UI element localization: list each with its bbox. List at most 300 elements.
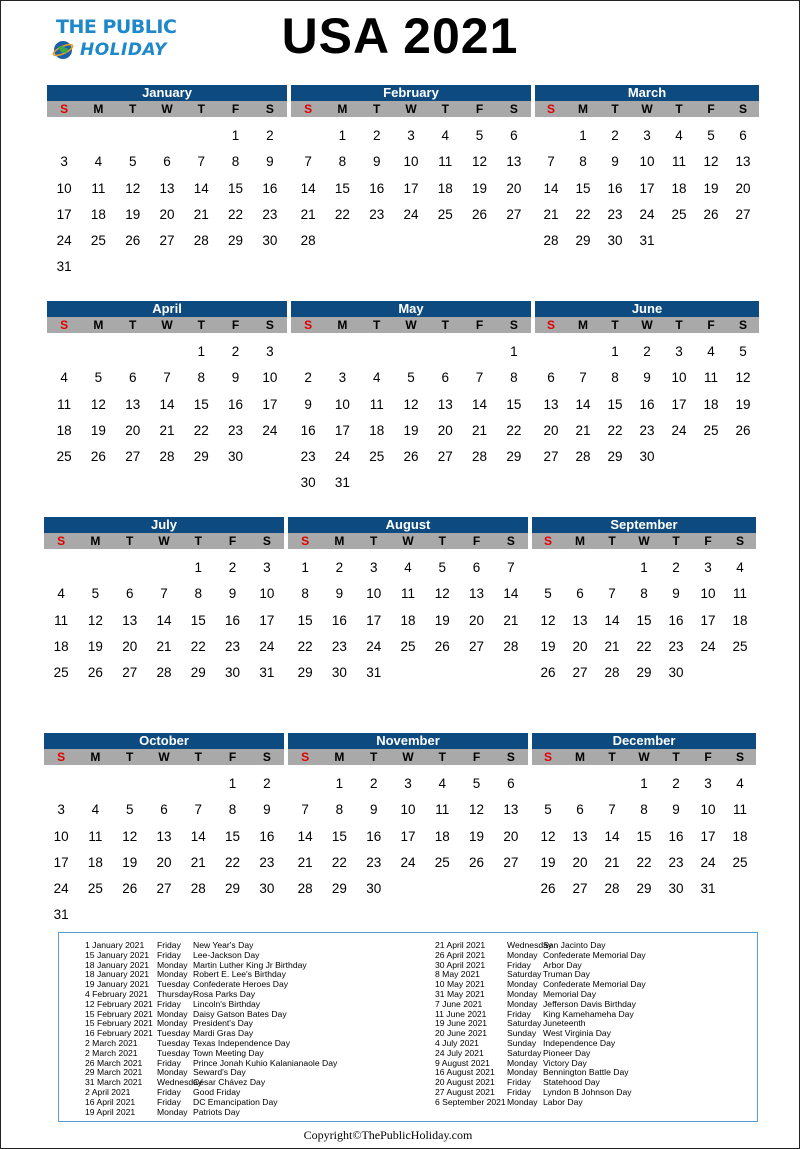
holiday-weekday: Monday: [507, 1057, 538, 1068]
day-cell: 17: [259, 612, 275, 628]
weekday-label: M: [90, 750, 101, 764]
day-cell: 30: [366, 881, 382, 897]
weekday-label: F: [475, 318, 484, 332]
day-cell: 15: [331, 828, 347, 844]
day-cell: 20: [156, 854, 172, 870]
day-cell: 22: [575, 206, 591, 222]
day-cell: 21: [472, 422, 488, 438]
month-january: [47, 85, 287, 281]
day-cell: 29: [506, 449, 522, 465]
weekday-label: M: [575, 534, 585, 548]
weekday-label: T: [441, 318, 449, 332]
day-cell: 9: [335, 586, 344, 602]
day-cell: 10: [262, 370, 278, 386]
weekday-label: S: [265, 318, 274, 332]
day-cell: 26: [469, 854, 485, 870]
day-cell: 10: [639, 154, 655, 170]
month-title: April: [47, 301, 287, 317]
day-cell: 5: [707, 128, 715, 143]
day-cell: 20: [437, 422, 453, 438]
day-cell: 12: [472, 154, 488, 170]
weekday-label: F: [707, 318, 715, 332]
day-cell: 16: [668, 828, 684, 844]
weekday-label: T: [126, 750, 134, 764]
day-grid: [532, 771, 756, 902]
day-cell: 6: [547, 370, 555, 386]
day-cell: 11: [435, 802, 450, 818]
day-cell: 11: [400, 586, 415, 602]
day-cell: 14: [193, 180, 209, 196]
weekday-label: M: [93, 102, 104, 116]
holiday-name: Victory Day: [543, 1057, 587, 1068]
day-cell: 7: [608, 802, 616, 818]
day-cell: 14: [159, 396, 175, 412]
day-cell: 11: [88, 828, 103, 844]
day-cell: 5: [125, 802, 134, 818]
day-cell: 18: [369, 422, 385, 438]
day-cell: 27: [159, 233, 175, 249]
weekday-label: T: [608, 534, 616, 548]
weekday-label: T: [197, 318, 205, 332]
holiday-name: Independence Day: [543, 1037, 616, 1048]
day-cell: 12: [125, 180, 141, 196]
day-cell: 15: [636, 828, 652, 844]
day-cell: 15: [297, 612, 313, 628]
weekday-label: S: [60, 102, 69, 116]
weekday-label: T: [672, 750, 680, 764]
day-cell: 2: [372, 128, 381, 143]
day-cell: 27: [503, 854, 519, 870]
day-cell: 26: [735, 422, 751, 438]
day-cell: 4: [91, 802, 100, 818]
weekday-label: T: [611, 102, 619, 116]
day-cell: 19: [703, 180, 719, 196]
weekday-label: T: [373, 102, 381, 116]
day-cell: 23: [300, 449, 316, 465]
holiday-date: 21 April 2021: [435, 940, 486, 950]
weekday-label: W: [405, 102, 417, 116]
day-cell: 13: [503, 802, 519, 818]
empty-cell: [567, 339, 599, 365]
weekday-label: M: [575, 750, 585, 764]
empty-cell: [147, 771, 181, 797]
day-cell: 2: [263, 776, 271, 791]
day-cell: 16: [369, 180, 385, 196]
holiday-name: King Kamehameha Day: [543, 1008, 634, 1019]
day-cell: 21: [503, 612, 519, 628]
day-grid: [291, 339, 531, 497]
day-cell: 25: [400, 638, 416, 654]
empty-cell: [462, 339, 496, 365]
day-cell: 16: [639, 396, 655, 412]
day-cell: 15: [575, 180, 591, 196]
holiday-date: 30 April 2021: [435, 959, 486, 970]
day-cell: 22: [193, 422, 209, 438]
day-cell: 4: [404, 560, 412, 575]
day-cell: 12: [434, 586, 450, 602]
day-cell: 27: [735, 206, 751, 222]
day-cell: 26: [87, 665, 103, 681]
holiday-weekday: Monday: [157, 1008, 188, 1019]
weekday-label: T: [675, 102, 683, 116]
holiday-list-left: [85, 941, 337, 1117]
weekday-label: T: [194, 534, 202, 548]
empty-cell: [325, 339, 359, 365]
day-cell: 31: [56, 259, 72, 275]
day-cell: 18: [732, 828, 748, 844]
day-cell: 21: [193, 206, 209, 222]
day-cell: 21: [297, 854, 313, 870]
day-cell: 11: [54, 612, 69, 628]
month-title: August: [288, 517, 528, 533]
day-cell: 30: [300, 475, 316, 491]
day-cell: 31: [259, 665, 275, 681]
day-cell: 8: [338, 154, 347, 170]
day-cell: 2: [231, 344, 240, 359]
weekday-label: S: [735, 750, 744, 764]
holiday-name: César Chávez Day: [193, 1077, 266, 1088]
logo-text-top: THE PUBLIC: [56, 16, 177, 38]
holiday-date: 11 June 2021: [435, 1008, 487, 1019]
weekday-label: F: [231, 318, 240, 332]
day-grid: [44, 771, 284, 929]
weekday-label: T: [675, 318, 683, 332]
holiday-date: 8 May 2021: [435, 969, 480, 980]
day-cell: 14: [297, 828, 313, 844]
holiday-list: [58, 932, 758, 1122]
day-cell: 24: [366, 638, 382, 654]
holiday-date: 6 September 2021: [435, 1096, 506, 1107]
day-cell: 16: [366, 828, 382, 844]
month-june: [535, 301, 759, 470]
day-cell: 1: [335, 776, 344, 791]
day-cell: 29: [228, 233, 244, 249]
day-cell: 17: [262, 396, 278, 412]
day-cell: 4: [60, 370, 68, 386]
day-cell: 27: [469, 638, 485, 654]
day-cell: 8: [301, 586, 309, 602]
day-cell: 17: [700, 828, 716, 844]
day-cell: 25: [87, 881, 103, 897]
holiday-date: 26 March 2021: [85, 1057, 143, 1068]
day-cell: 5: [544, 802, 552, 818]
day-cell: 21: [156, 638, 172, 654]
day-cell: 26: [540, 881, 556, 897]
month-title: December: [532, 733, 756, 749]
month-november: [288, 733, 528, 902]
day-cell: 21: [543, 206, 559, 222]
day-cell: 24: [700, 854, 716, 870]
holiday-weekday: Friday: [157, 940, 181, 950]
weekday-label: T: [441, 102, 449, 116]
month-december: [532, 733, 756, 902]
weekday-header: [47, 317, 287, 333]
day-cell: 26: [703, 206, 719, 222]
day-cell: 12: [540, 612, 556, 628]
weekday-label: T: [197, 102, 205, 116]
holiday-weekday: Friday: [507, 1086, 531, 1097]
day-cell: 2: [266, 128, 274, 143]
day-cell: 10: [700, 586, 716, 602]
day-cell: 15: [607, 396, 623, 412]
weekday-label: W: [402, 750, 414, 764]
day-cell: 2: [643, 344, 651, 359]
weekday-label: F: [228, 534, 237, 548]
day-cell: 18: [90, 206, 106, 222]
day-cell: 6: [576, 586, 584, 602]
day-cell: 28: [300, 233, 316, 249]
day-cell: 31: [700, 881, 716, 897]
day-cell: 4: [372, 370, 381, 386]
holiday-weekday: Saturday: [507, 1047, 542, 1058]
day-cell: 5: [472, 776, 481, 791]
weekday-label: W: [158, 534, 170, 548]
day-cell: 12: [122, 828, 138, 844]
empty-cell: [181, 771, 215, 797]
day-cell: 9: [228, 586, 237, 602]
day-cell: 3: [338, 370, 347, 386]
holiday-name: Confederate Heroes Day: [193, 979, 289, 990]
weekday-label: W: [405, 318, 417, 332]
empty-cell: [150, 339, 184, 365]
empty-cell: [596, 555, 628, 581]
day-cell: 5: [407, 370, 415, 386]
day-cell: 27: [125, 449, 141, 465]
day-cell: 2: [611, 128, 619, 143]
holiday-date: 15 February 2021: [85, 1018, 153, 1029]
day-cell: 19: [125, 206, 141, 222]
holiday-date: 4 July 2021: [435, 1037, 479, 1048]
month-title: February: [291, 85, 531, 101]
day-cell: 14: [156, 612, 172, 628]
weekday-label: T: [611, 318, 619, 332]
day-grid: [288, 555, 528, 686]
day-cell: 23: [259, 854, 275, 870]
day-cell: 21: [575, 422, 591, 438]
day-cell: 2: [228, 560, 237, 575]
weekday-label: F: [228, 750, 237, 764]
day-cell: 17: [53, 854, 69, 870]
weekday-label: T: [370, 534, 378, 548]
day-cell: 28: [575, 449, 591, 465]
day-cell: 14: [604, 828, 620, 844]
day-cell: 27: [543, 449, 559, 465]
day-cell: 18: [434, 828, 450, 844]
day-cell: 6: [163, 154, 171, 170]
weekday-label: S: [304, 318, 313, 332]
day-cell: 1: [301, 560, 309, 575]
day-cell: 28: [156, 665, 172, 681]
holiday-weekday: Friday: [157, 1057, 181, 1068]
day-cell: 1: [228, 776, 237, 791]
holiday-date: 15 February 2021: [85, 1008, 153, 1019]
day-cell: 23: [331, 638, 347, 654]
day-cell: 12: [469, 802, 485, 818]
holiday-name: Bennington Battle Day: [543, 1067, 629, 1078]
day-cell: 3: [675, 344, 683, 359]
day-cell: 17: [639, 180, 655, 196]
day-cell: 10: [400, 802, 416, 818]
day-cell: 15: [225, 828, 241, 844]
day-cell: 4: [707, 344, 715, 359]
day-cell: 13: [159, 180, 175, 196]
day-cell: 30: [668, 881, 684, 897]
day-cell: 2: [335, 560, 344, 575]
day-cell: 30: [639, 449, 655, 465]
weekday-header: [291, 101, 531, 117]
holiday-date: 2 March 2021: [85, 1037, 138, 1048]
holiday-name: Lincoln's Birthday: [193, 998, 261, 1009]
empty-cell: [113, 555, 147, 581]
holiday-weekday: Saturday: [507, 1018, 542, 1029]
day-cell: 29: [575, 233, 591, 249]
month-title: March: [535, 85, 759, 101]
day-cell: 26: [122, 881, 138, 897]
holiday-name: Juneteenth: [543, 1018, 586, 1029]
weekday-header: [44, 533, 284, 549]
holiday-date: 12 February 2021: [85, 998, 153, 1009]
day-cell: 18: [87, 854, 103, 870]
day-cell: 11: [57, 396, 72, 412]
holiday-date: 27 August 2021: [435, 1086, 495, 1097]
day-cell: 23: [607, 206, 623, 222]
day-cell: 24: [403, 206, 419, 222]
empty-cell: [78, 555, 112, 581]
month-title: November: [288, 733, 528, 749]
day-cell: 31: [366, 665, 382, 681]
holiday-name: Pioneer Day: [543, 1047, 591, 1058]
holiday-date: 31 March 2021: [85, 1077, 143, 1088]
holiday-name: Good Friday: [193, 1086, 241, 1097]
day-cell: 6: [128, 370, 137, 386]
empty-cell: [81, 123, 115, 149]
day-cell: 20: [735, 180, 751, 196]
copyright: Copyright©ThePublicHoliday.com: [303, 1128, 473, 1142]
day-cell: 8: [510, 370, 518, 386]
empty-cell: [428, 339, 462, 365]
holiday-name: San Jacinto Day: [543, 940, 606, 950]
day-cell: 13: [572, 828, 588, 844]
day-cell: 2: [672, 776, 680, 791]
day-cell: 1: [197, 344, 206, 359]
day-cell: 27: [437, 449, 453, 465]
day-cell: 19: [434, 612, 450, 628]
weekday-label: T: [194, 750, 202, 764]
holiday-weekday: Monday: [507, 949, 538, 960]
holiday-date: 2 March 2021: [85, 1047, 138, 1058]
month-title: January: [47, 85, 287, 101]
weekday-label: T: [126, 534, 134, 548]
day-cell: 18: [703, 396, 719, 412]
day-cell: 5: [128, 154, 137, 170]
holiday-weekday: Friday: [157, 1086, 181, 1097]
day-cell: 12: [540, 828, 556, 844]
day-cell: 20: [506, 180, 522, 196]
holiday-weekday: Friday: [157, 998, 181, 1009]
day-cell: 17: [56, 206, 72, 222]
day-cell: 24: [700, 638, 716, 654]
day-cell: 18: [671, 180, 687, 196]
holiday-name: Seward's Day: [193, 1067, 246, 1078]
day-cell: 26: [125, 233, 141, 249]
month-march: [535, 85, 759, 254]
weekday-label: S: [546, 102, 555, 116]
weekday-label: M: [93, 318, 104, 332]
day-cell: 2: [369, 776, 378, 791]
day-cell: 1: [611, 344, 619, 359]
day-cell: 24: [334, 449, 350, 465]
holiday-weekday: Wednesday: [157, 1077, 203, 1088]
day-cell: 17: [334, 422, 350, 438]
day-cell: 5: [544, 586, 552, 602]
weekday-header: [288, 749, 528, 765]
day-cell: 31: [53, 907, 69, 923]
holiday-weekday: Monday: [157, 1018, 188, 1029]
day-cell: 18: [732, 612, 748, 628]
day-cell: 26: [90, 449, 106, 465]
empty-cell: [44, 771, 78, 797]
holiday-name: Martin Luther King Jr Birthday: [193, 959, 307, 970]
weekday-header: [535, 317, 759, 333]
day-cell: 6: [472, 560, 481, 575]
day-cell: 27: [506, 206, 522, 222]
day-cell: 8: [611, 370, 619, 386]
day-cell: 15: [193, 396, 209, 412]
weekday-label: S: [57, 750, 66, 764]
month-title: July: [44, 517, 284, 533]
month-title: October: [44, 733, 284, 749]
holiday-weekday: Friday: [507, 1008, 531, 1019]
day-cell: 8: [640, 586, 648, 602]
day-cell: 7: [301, 802, 309, 818]
day-cell: 3: [60, 154, 68, 170]
day-cell: 15: [334, 180, 350, 196]
holiday-weekday: Wednesday: [507, 940, 553, 950]
day-cell: 9: [304, 396, 312, 412]
weekday-label: S: [738, 318, 747, 332]
day-cell: 28: [297, 881, 313, 897]
day-cell: 1: [640, 776, 648, 791]
weekday-label: M: [90, 534, 101, 548]
day-cell: 11: [732, 802, 747, 818]
day-cell: 28: [472, 449, 488, 465]
day-cell: 3: [404, 776, 412, 791]
day-cell: 9: [611, 154, 619, 170]
empty-cell: [535, 339, 567, 365]
day-cell: 8: [579, 154, 587, 170]
day-cell: 6: [507, 776, 515, 791]
holiday-name: Lee-Jackson Day: [193, 949, 260, 960]
holiday-weekday: Tuesday: [157, 1037, 190, 1048]
day-cell: 10: [671, 370, 687, 386]
day-cell: 15: [506, 396, 522, 412]
day-cell: 2: [304, 370, 312, 386]
day-cell: 18: [400, 612, 416, 628]
holiday-weekday: Friday: [507, 1077, 531, 1088]
day-cell: 9: [231, 370, 240, 386]
holiday-date: 10 May 2021: [435, 979, 485, 990]
day-cell: 22: [297, 638, 313, 654]
empty-cell: [564, 555, 596, 581]
day-cell: 31: [639, 233, 655, 249]
day-cell: 20: [543, 422, 559, 438]
day-cell: 16: [668, 612, 684, 628]
empty-cell: [147, 555, 181, 581]
day-cell: 19: [90, 422, 106, 438]
empty-cell: [113, 771, 147, 797]
holiday-weekday: Tuesday: [157, 979, 190, 990]
day-cell: 25: [703, 422, 719, 438]
